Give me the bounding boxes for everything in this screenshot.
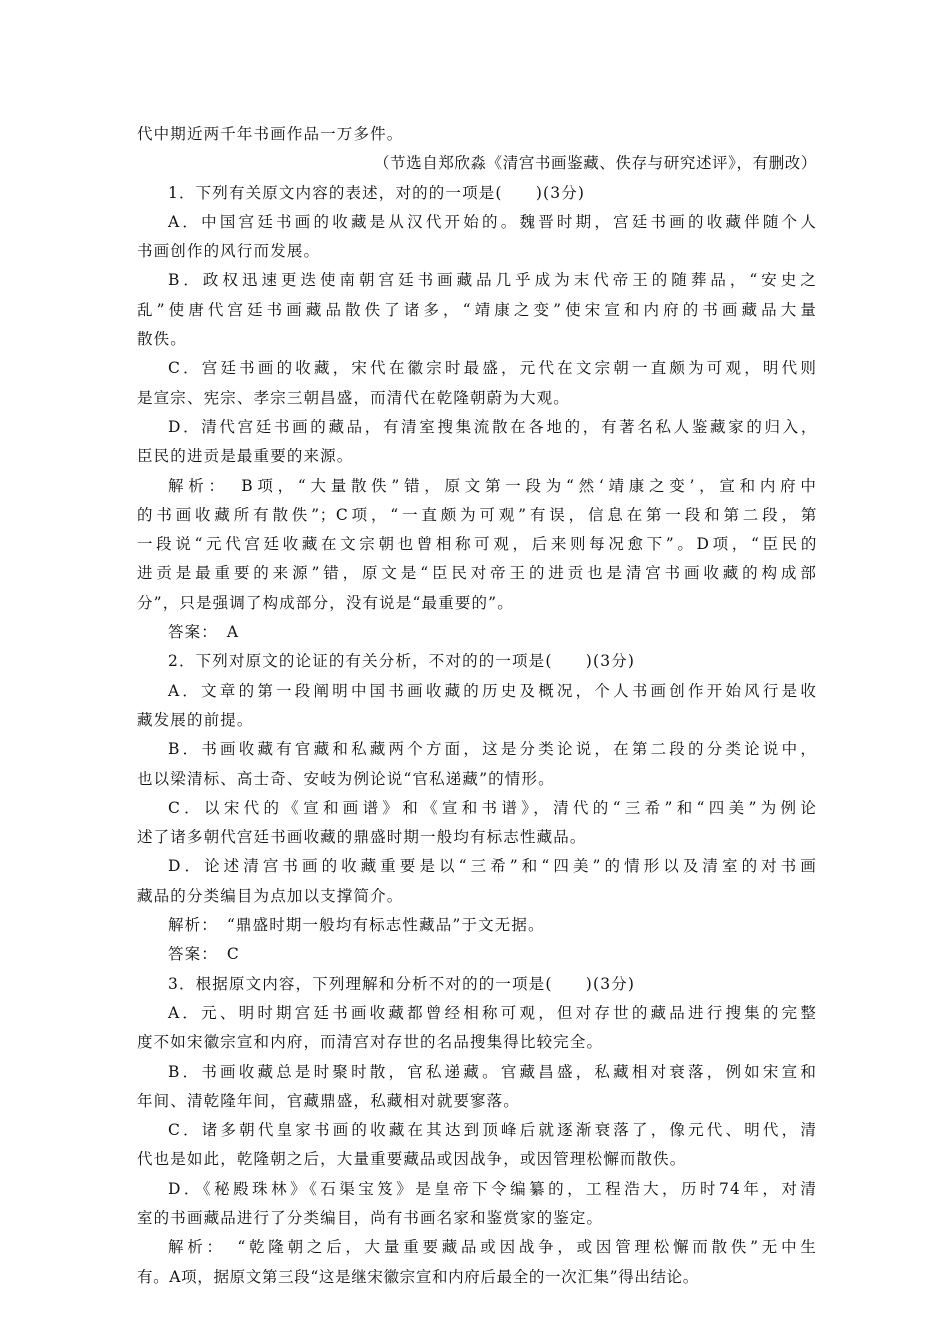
option-1a: A．中国宫廷书画的收藏是从汉代开始的。魏晋时期，宫廷书画的收藏伴随个人 (168, 212, 817, 231)
text-line: 有。A项，据原文第三段“这是继宋徽宗宣和内府后最全的一次汇集”得出结论。 (137, 1267, 699, 1286)
text-line: 书画创作的风行而发展。 (137, 242, 321, 261)
text-line: 也以梁清标、高士奇、安岐为例论说“官私递藏”的情形。 (137, 769, 555, 788)
text-line: 藏发展的前提。 (137, 710, 254, 729)
text-line: 臣民的进贡是最重要的来源。 (137, 447, 354, 466)
analysis-2: 解析： “鼎盛时期一般均有标志性藏品”于文无据。 (168, 916, 545, 935)
question-1-stem: 1．下列有关原文内容的表述，对的的一项是( )(3分) (168, 183, 586, 202)
option-1b: B．政权迅速更迭使南朝宫廷书画藏品几乎成为末代帝王的随葬品，“安史之 (168, 271, 817, 290)
option-3c: C．诸多朝代皇家书画的收藏在其达到顶峰后就逐渐衰落了，像元代、明代，清 (168, 1121, 817, 1140)
text-line: 代中期近两千年书画作品一万多件。 (137, 125, 404, 143)
option-2a: A．文章的第一段阐明中国书画收藏的历史及概况，个人书画创作开始风行是收 (168, 681, 817, 700)
text-line: 度不如宋徽宗宣和内府，而清宫对存世的名品搜集得比较完全。 (137, 1033, 604, 1052)
text-line: 的书画收藏所有散佚”；C项，“一直颇为可观”有误，信息在第一段和第二段，第 (137, 505, 817, 524)
text-line: 述了诸多朝代宫廷书画收藏的鼎盛时期一般均有标志性藏品。 (137, 828, 587, 847)
document-body (137, 120, 817, 1292)
option-3b: B．书画收藏总是时聚时散，官私递藏。官藏昌盛，私藏相对衰落，例如宋宣和 (168, 1062, 817, 1081)
question-2-stem: 2．下列对原文的论证的有关分析，不对的的一项是( )(3分) (168, 652, 636, 671)
text-line: 分”，只是强调了构成部分，没有说是“最重要的”。 (137, 593, 514, 612)
option-2b: B．书画收藏有官藏和私藏两个方面，这是分类论说，在第二段的分类论说中， (168, 740, 817, 759)
analysis-3: 解析： “乾隆朝之后，大量重要藏品或因战争，或因管理松懈而散佚”无中生 (168, 1238, 817, 1257)
option-3d: D．《秘殿珠林》《石渠宝笈》是皇帝下令编纂的，工程浩大，历时74年，对清 (168, 1179, 817, 1198)
text-line: 乱”使唐代宫廷书画藏品散佚了诸多，“靖康之变”使宋宣和内府的书画藏品大量 (137, 300, 817, 319)
option-2c: C．以宋代的《宣和画谱》和《宣和书谱》，清代的“三希”和“四美”为例论 (168, 798, 817, 817)
text-line: 散佚。 (137, 330, 187, 349)
option-1d: D．清代宫廷书画的藏品，有清室搜集流散在各地的，有著名私人鉴藏家的归入， (168, 417, 817, 436)
text-line: 藏品的分类编目为点加以支撑简介。 (137, 886, 404, 905)
question-3-stem: 3．根据原文内容，下列理解和分析不对的的一项是( )(3分) (168, 974, 636, 993)
text-line: 进贡是最重要的来源”错，原文是“臣民对帝王的进贡也是清宫书画收藏的构成部 (137, 564, 817, 583)
option-3a: A．元、明时期宫廷书画收藏都曾经相称可观，但对存世的藏品进行搜集的完整 (168, 1003, 817, 1022)
text-line: 年间、清乾隆年间，官藏鼎盛，私藏相对就要寥落。 (137, 1091, 520, 1110)
text-line: 室的书画藏品进行了分类编目，尚有书画名家和鉴赏家的鉴定。 (137, 1208, 604, 1227)
answer-1: 答案： A (168, 623, 240, 642)
text-line: 代也是如此，乾隆朝之后，大量重要藏品或因战争，或因管理松懈而散佚。 (137, 1150, 687, 1169)
text-line: 一段说“元代宫廷收藏在文宗朝也曾相称可观，后来则每况愈下”。D项，“臣民的 (137, 535, 817, 554)
answer-2: 答案： C (168, 945, 240, 964)
text-line: 是宣宗、宪宗、孝宗三朝昌盛，而清代在乾隆朝蔚为大观。 (137, 388, 570, 407)
option-2d: D．论述清宫书画的收藏重要是以“三希”和“四美”的情形以及清室的对书画 (168, 857, 817, 876)
option-1c: C．宫廷书画的收藏，宋代在徽宗时最盛，元代在文宗朝一直颇为可观，明代则 (168, 359, 817, 378)
source-citation: （节选自郑欣淼《清宫书画鉴藏、佚存与研究述评》，有删改） (373, 154, 817, 173)
analysis-1: 解析： B项，“大量散佚”错，原文第一段为“然‘靖康之变’，宣和内府中 (168, 476, 817, 495)
